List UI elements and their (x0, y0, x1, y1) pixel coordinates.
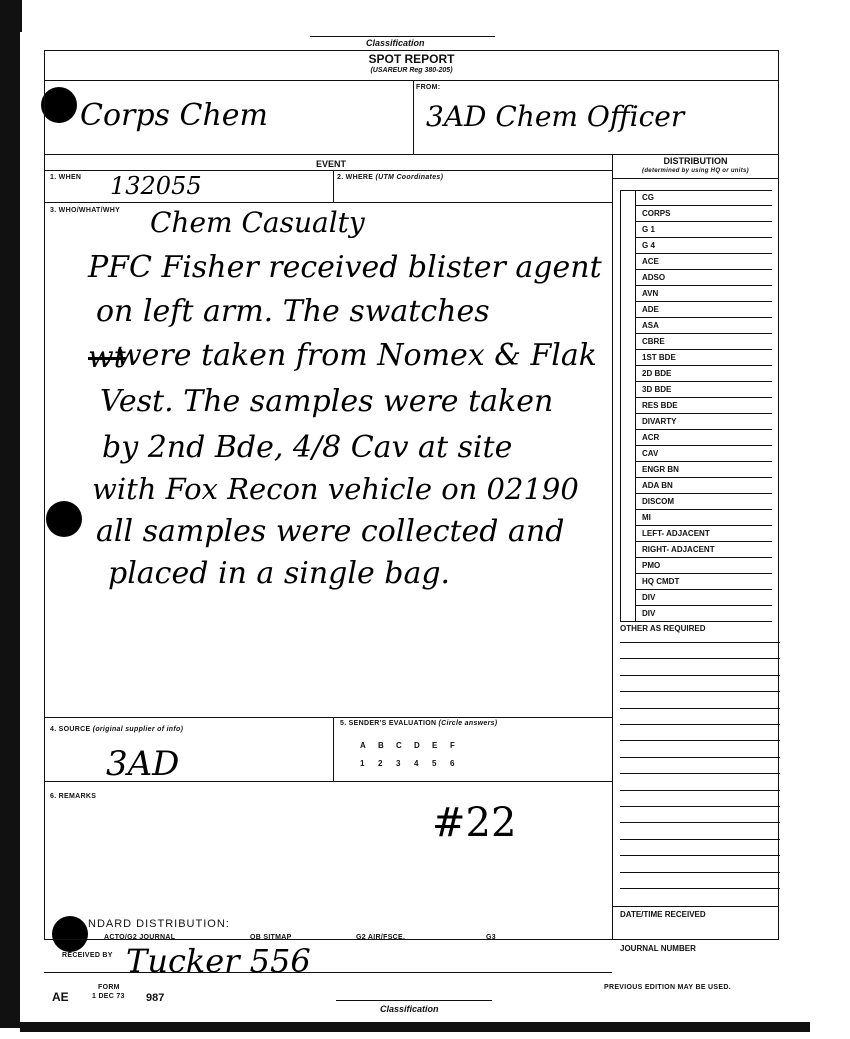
distribution-item[interactable]: RIGHT- ADJACENT (636, 542, 772, 558)
other-as-required-line[interactable] (620, 822, 780, 823)
other-as-required-line[interactable] (620, 757, 780, 758)
narrative-line-1: PFC Fisher received blister agent (88, 250, 602, 285)
title-divider (44, 80, 779, 81)
distribution-item[interactable]: ADA BN (636, 478, 772, 494)
distribution-item[interactable]: PMO (636, 558, 772, 574)
distribution-item[interactable]: CAV (636, 446, 772, 462)
other-as-required-line[interactable] (620, 839, 780, 840)
evaluation-letters[interactable] (360, 741, 468, 750)
distribution-item[interactable]: ADSO (636, 270, 772, 286)
when-where-bottom-line (44, 202, 612, 203)
where-label (337, 174, 443, 181)
distribution-item[interactable]: ACE (636, 254, 772, 270)
other-as-required-line[interactable] (620, 724, 780, 725)
event-heading-line (44, 170, 612, 171)
distribution-item[interactable]: CORPS (636, 206, 772, 222)
source-label (50, 726, 183, 733)
narrative-line-7: all samples were collected and (96, 514, 565, 549)
sender-evaluation-label-detail: (Circle answers) (438, 720, 498, 727)
other-as-required-line[interactable] (620, 790, 780, 791)
source-handwritten: 3AD (106, 744, 180, 784)
distribution-checkbox-column (620, 190, 636, 622)
distribution-item[interactable]: ADE (636, 302, 772, 318)
distribution-item[interactable]: ENGR BN (636, 462, 772, 478)
eval-number-6[interactable]: 6 (450, 759, 455, 768)
other-as-required-line[interactable] (620, 691, 780, 692)
other-as-required-line[interactable] (620, 740, 780, 741)
classification-top: Classification (366, 38, 425, 48)
to-from-divider (413, 80, 414, 154)
eval-letter-f[interactable]: F (450, 741, 455, 750)
other-as-required-line[interactable] (620, 675, 780, 676)
scan-edge-bottom (20, 1022, 810, 1032)
date-time-line (612, 906, 779, 907)
sender-evaluation-label-text: 5. SENDER'S EVALUATION (340, 720, 437, 727)
other-as-required-line[interactable] (620, 658, 780, 659)
eval-letter-a[interactable]: A (360, 741, 366, 750)
distribution-title: DISTRIBUTION (663, 156, 728, 166)
when-label: 1. WHEN (50, 174, 82, 181)
journal-number-label: JOURNAL NUMBER (620, 944, 696, 953)
classification-bottom: Classification (380, 1004, 439, 1014)
distribution-item[interactable]: HQ CMDT (636, 574, 772, 590)
scan-edge-left (0, 28, 20, 1028)
who-what-why-label: 3. WHO/WHAT/WHY (50, 207, 121, 214)
distribution-item[interactable]: 3D BDE (636, 382, 772, 398)
distribution-item[interactable]: MI (636, 510, 772, 526)
when-where-divider (333, 170, 334, 202)
distribution-item[interactable]: 2D BDE (636, 366, 772, 382)
narrative-line-3: were taken from Nomex & Flak (116, 338, 597, 373)
distribution-item[interactable]: ACR (636, 430, 772, 446)
eval-number-3[interactable]: 3 (396, 759, 401, 768)
received-by-line (44, 972, 612, 973)
date-time-received-label: DATE/TIME RECEIVED (620, 910, 706, 919)
when-handwritten: 132055 (110, 172, 202, 200)
std-dist-g2-air-fsce: G2 AIR/FSCE. (356, 934, 406, 941)
distribution-item[interactable]: DISCOM (636, 494, 772, 510)
distribution-item[interactable]: RES BDE (636, 398, 772, 414)
other-as-required-line[interactable] (620, 872, 780, 873)
eval-letter-d[interactable]: D (414, 741, 420, 750)
distribution-item[interactable]: DIV (636, 590, 772, 606)
distribution-item[interactable]: AVN (636, 286, 772, 302)
distribution-item[interactable]: DIV (636, 606, 772, 622)
evaluation-numbers[interactable] (360, 759, 468, 768)
other-as-required-label: OTHER AS REQUIRED (620, 624, 706, 633)
distribution-divider (612, 154, 613, 940)
eval-number-4[interactable]: 4 (414, 759, 419, 768)
sender-evaluation-label (340, 720, 497, 727)
eval-letter-e[interactable]: E (432, 741, 438, 750)
other-as-required-line[interactable] (620, 708, 780, 709)
footer-form-date: 1 DEC 73 (92, 993, 125, 1000)
std-dist-ob-sitmap: OB SITMAP (250, 934, 292, 941)
received-by-label: RECEIVED BY (62, 952, 113, 959)
classification-line-bottom (336, 1000, 492, 1001)
where-label-text: 2. WHERE (337, 174, 374, 181)
other-as-required-line[interactable] (620, 642, 780, 643)
other-as-required-line[interactable] (620, 855, 780, 856)
standard-distribution-label: NDARD DISTRIBUTION: (88, 918, 230, 930)
footer-previous-edition: PREVIOUS EDITION MAY BE USED. (604, 984, 731, 991)
distribution-header-line (612, 178, 779, 179)
to-handwritten: Corps Chem (80, 98, 268, 133)
narrative-line-2: on left arm. The swatches (96, 294, 490, 329)
event-heading: EVENT (316, 159, 347, 169)
remarks-top-line (44, 781, 612, 782)
distribution-subtitle: (determined by using HQ or units) (642, 168, 749, 174)
eval-number-5[interactable]: 5 (432, 759, 437, 768)
footer-form-number: 987 (146, 992, 165, 1004)
to-from-bottom-line (44, 154, 779, 155)
received-by-signature: Tucker 556 (126, 942, 311, 980)
distribution-item[interactable]: 1ST BDE (636, 350, 772, 366)
source-top-line (44, 717, 612, 718)
eval-number-1[interactable]: 1 (360, 759, 365, 768)
classification-line-top (310, 36, 495, 37)
distribution-item[interactable]: G 1 (636, 222, 772, 238)
narrative-line-4: Vest. The samples were taken (100, 384, 554, 419)
distribution-item[interactable]: LEFT- ADJACENT (636, 526, 772, 542)
narrative-line-5: by 2nd Bde, 4/8 Cav at site (102, 430, 513, 465)
distribution-item[interactable]: DIVARTY (636, 414, 772, 430)
source-eval-divider (333, 717, 334, 781)
eval-number-2[interactable]: 2 (378, 759, 383, 768)
std-dist-acto-g2-journal: ACTO/G2 JOURNAL (104, 934, 176, 941)
remarks-handwritten-number: #22 (432, 800, 517, 846)
form-regulation: (USAREUR Reg 380-205) (370, 67, 453, 74)
eval-letter-c[interactable]: C (396, 741, 402, 750)
narrative-struck-word: wt (88, 340, 126, 375)
distribution-item[interactable]: CG (636, 190, 772, 206)
distribution-item[interactable]: G 4 (636, 238, 772, 254)
from-handwritten: 3AD Chem Officer (426, 100, 685, 133)
source-label-text: 4. SOURCE (50, 726, 91, 733)
other-as-required-line[interactable] (620, 888, 780, 889)
from-label: FROM: (416, 84, 441, 91)
narrative-line-6: with Fox Recon vehicle on 02190 (92, 472, 579, 506)
footer-form-label: FORM (98, 984, 120, 991)
narrative-line-8: placed in a single bag. (108, 556, 451, 591)
remarks-label: 6. REMARKS (50, 793, 97, 800)
distribution-item[interactable]: ASA (636, 318, 772, 334)
distribution-item[interactable]: CBRE (636, 334, 772, 350)
source-label-detail: (original supplier of info) (92, 726, 184, 733)
other-as-required-line[interactable] (620, 806, 780, 807)
where-label-detail: (UTM Coordinates) (375, 174, 444, 181)
footer-ae: AE (52, 990, 69, 1004)
other-as-required-line[interactable] (620, 773, 780, 774)
form-title: SPOT REPORT (368, 52, 455, 66)
eval-letter-b[interactable]: B (378, 741, 384, 750)
std-dist-g3: G3 (486, 934, 496, 941)
who-what-why-handwritten: Chem Casualty (150, 206, 365, 239)
